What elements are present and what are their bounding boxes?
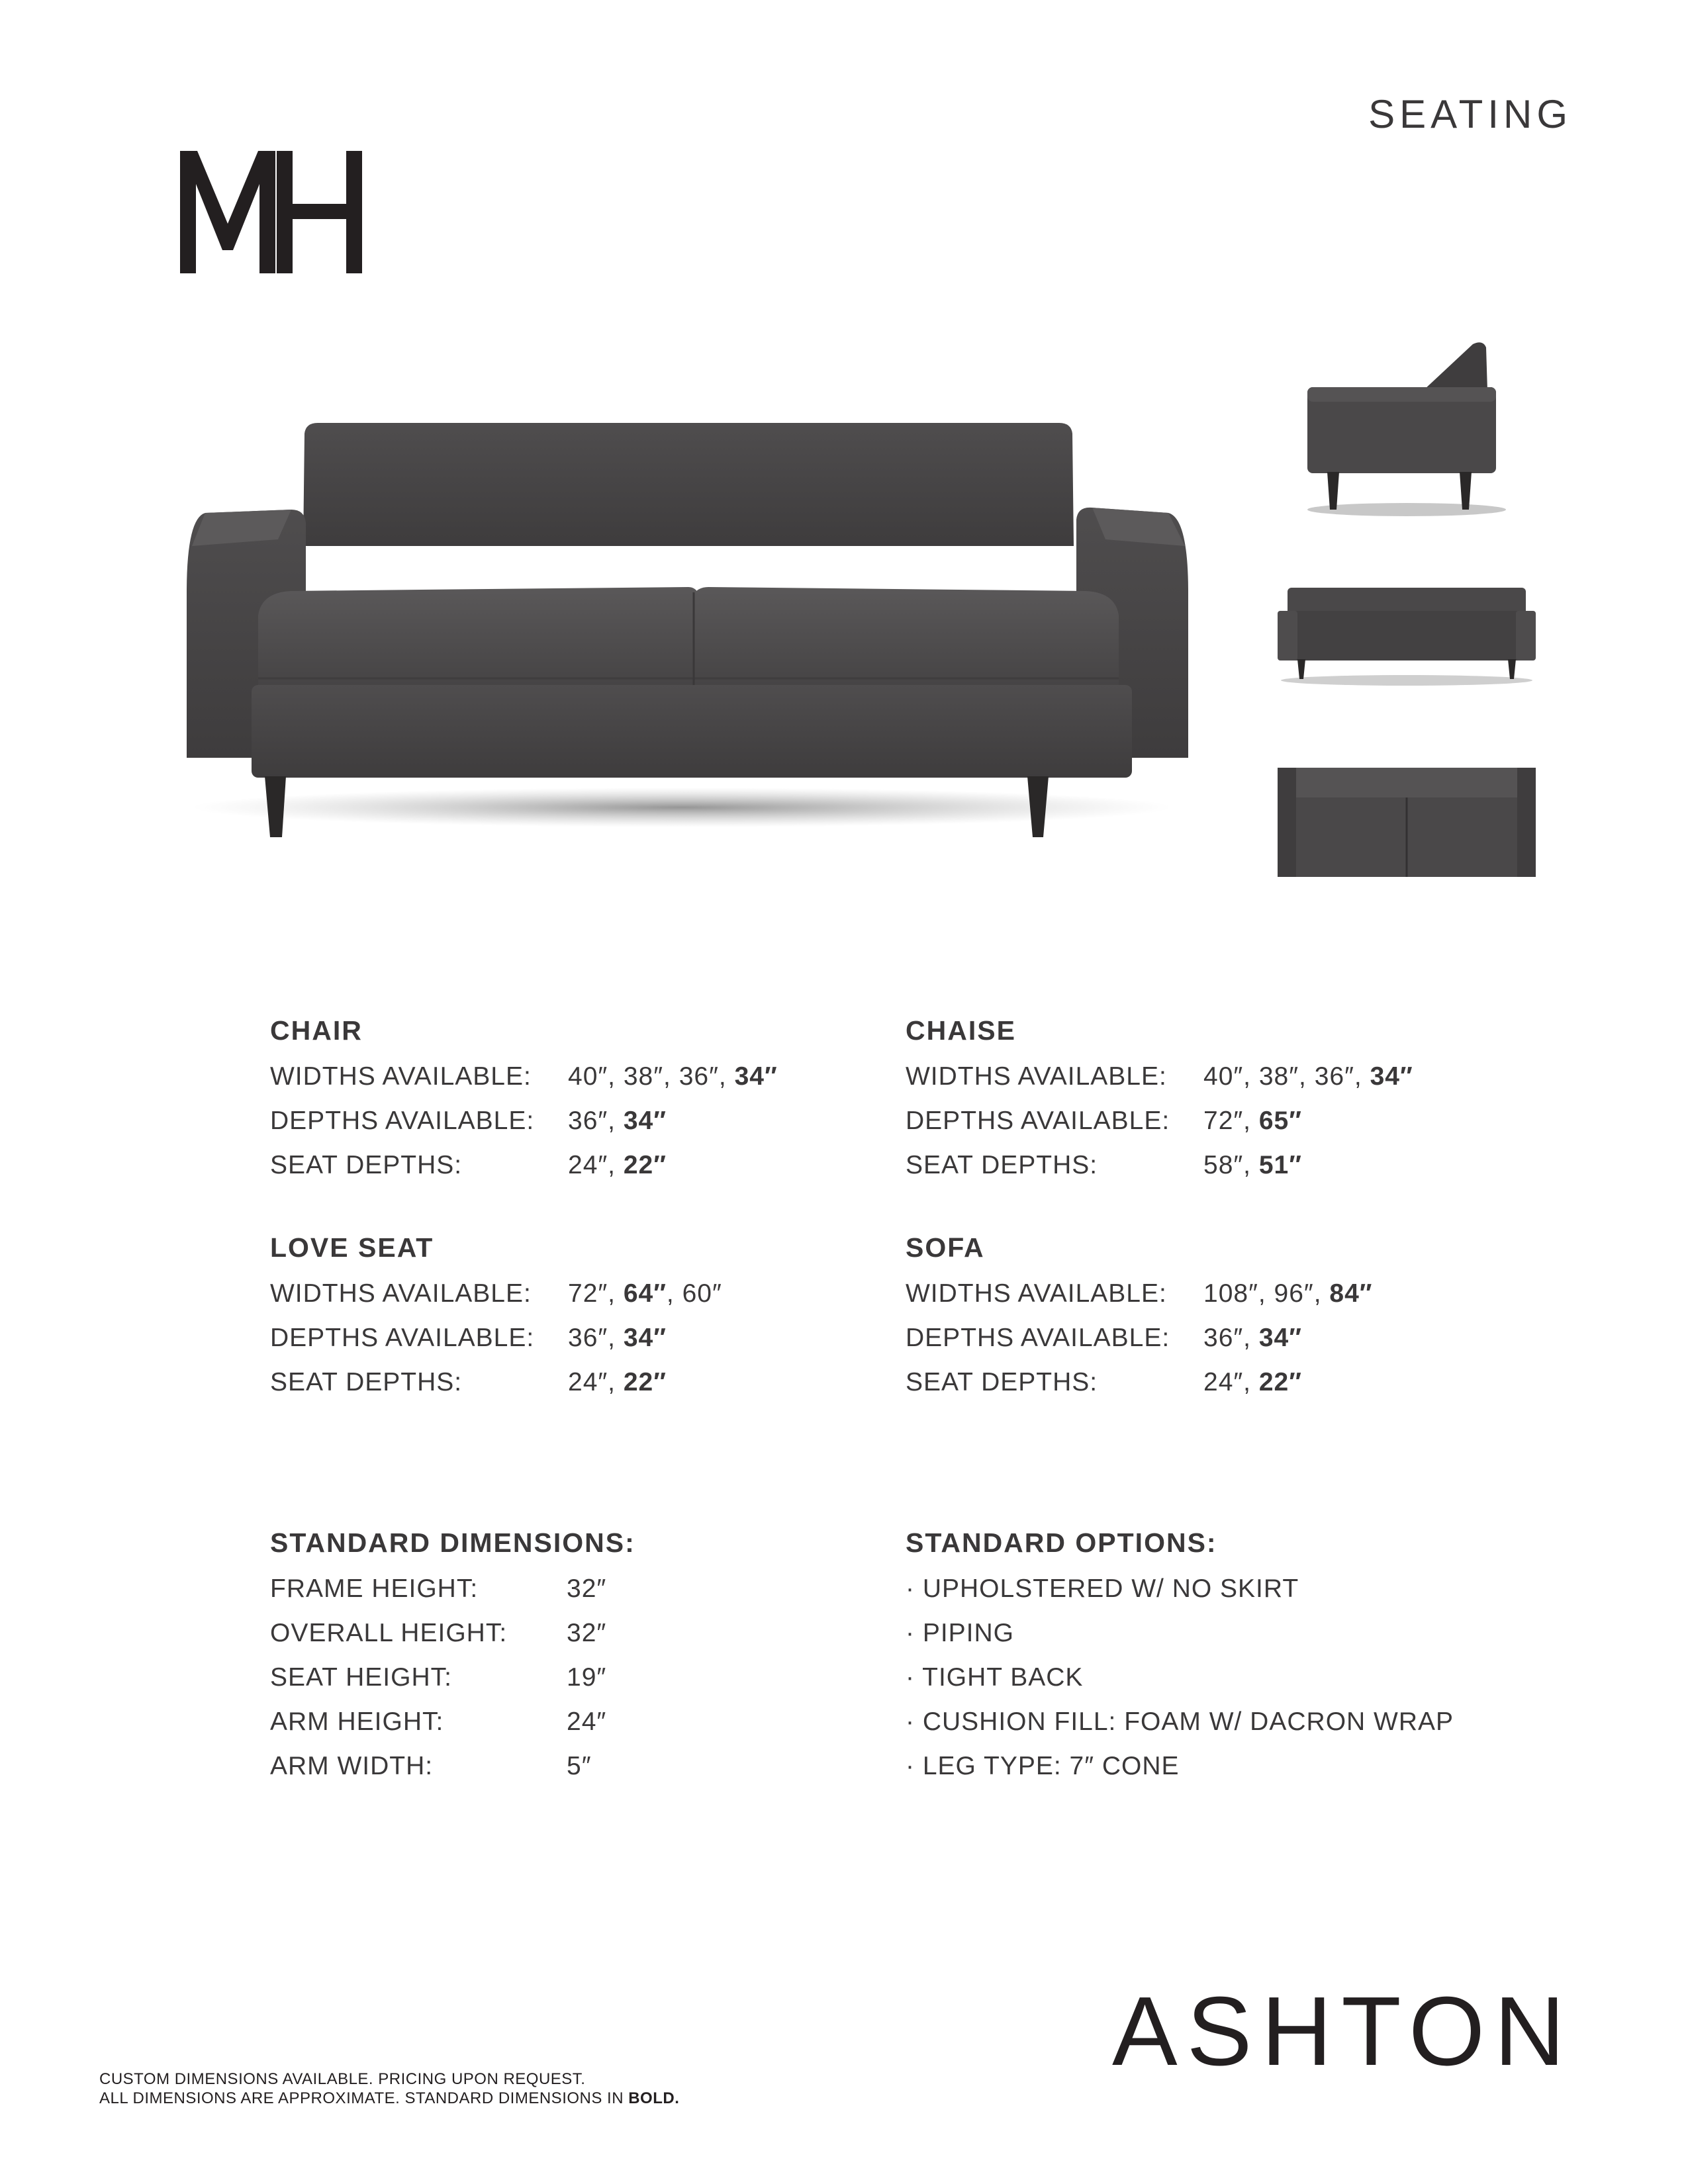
- spec-label: DEPTHS AVAILABLE:: [270, 1324, 535, 1352]
- option-item: · UPHOLSTERED W/ NO SKIRT: [906, 1574, 1299, 1603]
- sofa-back-thumbnail: [1274, 581, 1539, 687]
- dimension-row: [270, 1700, 635, 1744]
- dimension-value: 24″: [567, 1707, 607, 1736]
- dimension-label: ARM HEIGHT:: [270, 1707, 444, 1736]
- chaise-depths-row: [906, 1099, 1413, 1143]
- dimension-label: OVERALL HEIGHT:: [270, 1619, 508, 1647]
- spec-value: 72″, 64″, 60″: [568, 1279, 722, 1308]
- footnote: [99, 2070, 679, 2108]
- spec-label: WIDTHS AVAILABLE:: [270, 1062, 532, 1091]
- sofa-top-thumbnail: [1274, 761, 1539, 880]
- loveseat-widths-row: [270, 1271, 722, 1316]
- spec-label: SEAT DEPTHS:: [270, 1368, 463, 1396]
- spec-value: 36″, 34″: [568, 1107, 667, 1135]
- spec-value: 72″, 65″: [1203, 1107, 1302, 1135]
- spec-value: 24″, 22″: [568, 1151, 667, 1179]
- sofa-spec: [906, 1226, 1372, 1404]
- dimension-row: [270, 1655, 635, 1700]
- spec-label: SEAT DEPTHS:: [270, 1151, 463, 1179]
- spec-label: WIDTHS AVAILABLE:: [906, 1279, 1167, 1308]
- spec-label: SEAT DEPTHS:: [906, 1151, 1098, 1179]
- spec-value: 36″, 34″: [568, 1324, 667, 1352]
- standard-dimensions-title: STANDARD DIMENSIONS:: [270, 1527, 635, 1558]
- standard-options-title: STANDARD OPTIONS:: [906, 1527, 1217, 1558]
- dimension-row: [270, 1611, 635, 1655]
- dimension-value: 32″: [567, 1619, 607, 1647]
- spec-value: 40″, 38″, 36″, 34″: [568, 1062, 778, 1091]
- dimension-label: SEAT HEIGHT:: [270, 1663, 452, 1692]
- chair-title: CHAIR: [270, 1015, 363, 1046]
- option-item: · CUSHION FILL: FOAM W/ DACRON WRAP: [906, 1707, 1454, 1736]
- chair-widths-row: [270, 1054, 778, 1099]
- dimension-value: 32″: [567, 1574, 607, 1603]
- dimension-value: 5″: [567, 1752, 592, 1780]
- option-item: · LEG TYPE: 7″ CONE: [906, 1752, 1180, 1780]
- standard-options: [906, 1521, 1454, 1788]
- chaise-title: CHAISE: [906, 1015, 1016, 1046]
- spec-value: 58″, 51″: [1203, 1151, 1302, 1179]
- category-label: SEATING: [1368, 92, 1572, 136]
- loveseat-seat-depths-row: [270, 1360, 722, 1404]
- loveseat-title: LOVE SEAT: [270, 1232, 434, 1263]
- sofa-title: SOFA: [906, 1232, 985, 1263]
- mh-logo: [180, 151, 362, 273]
- dimension-value: 19″: [567, 1663, 607, 1692]
- dimension-row: [270, 1567, 635, 1611]
- spec-value: 24″, 22″: [1203, 1368, 1302, 1396]
- dimension-row: [270, 1744, 635, 1788]
- chair-seat-depths-row: [270, 1143, 778, 1187]
- chaise-widths-row: [906, 1054, 1413, 1099]
- spec-label: DEPTHS AVAILABLE:: [906, 1107, 1170, 1135]
- dimension-label: ARM WIDTH:: [270, 1752, 434, 1780]
- footnote-line-1: CUSTOM DIMENSIONS AVAILABLE. PRICING UPON REQUEST.: [99, 2070, 586, 2088]
- sofa-depths-row: [906, 1316, 1372, 1360]
- spec-label: DEPTHS AVAILABLE:: [270, 1107, 535, 1135]
- sofa-widths-row: [906, 1271, 1372, 1316]
- sofa-side-thumbnail: [1301, 334, 1509, 523]
- spec-value: 40″, 38″, 36″, 34″: [1203, 1062, 1413, 1091]
- spec-value: 36″, 34″: [1203, 1324, 1302, 1352]
- spec-value: 24″, 22″: [568, 1368, 667, 1396]
- spec-label: WIDTHS AVAILABLE:: [906, 1062, 1167, 1091]
- standard-dimensions: [270, 1521, 635, 1788]
- chair-spec: [270, 1009, 778, 1187]
- chaise-seat-depths-row: [906, 1143, 1413, 1187]
- sofa-seat-depths-row: [906, 1360, 1372, 1404]
- spec-label: SEAT DEPTHS:: [906, 1368, 1098, 1396]
- option-item: · PIPING: [906, 1619, 1015, 1647]
- dimension-label: FRAME HEIGHT:: [270, 1574, 479, 1603]
- sofa-front-image: [179, 414, 1198, 850]
- spec-label: WIDTHS AVAILABLE:: [270, 1279, 532, 1308]
- option-item: · TIGHT BACK: [906, 1663, 1084, 1692]
- chair-depths-row: [270, 1099, 778, 1143]
- brand-name: ASHTON: [1111, 1977, 1574, 2086]
- spec-label: DEPTHS AVAILABLE:: [906, 1324, 1170, 1352]
- footnote-line-2: ALL DIMENSIONS ARE APPROXIMATE. STANDARD DIMENSIONS IN BOLD.: [99, 2089, 680, 2107]
- spec-value: 108″, 96″, 84″: [1203, 1279, 1373, 1308]
- chaise-spec: [906, 1009, 1413, 1187]
- loveseat-spec: [270, 1226, 722, 1404]
- loveseat-depths-row: [270, 1316, 722, 1360]
